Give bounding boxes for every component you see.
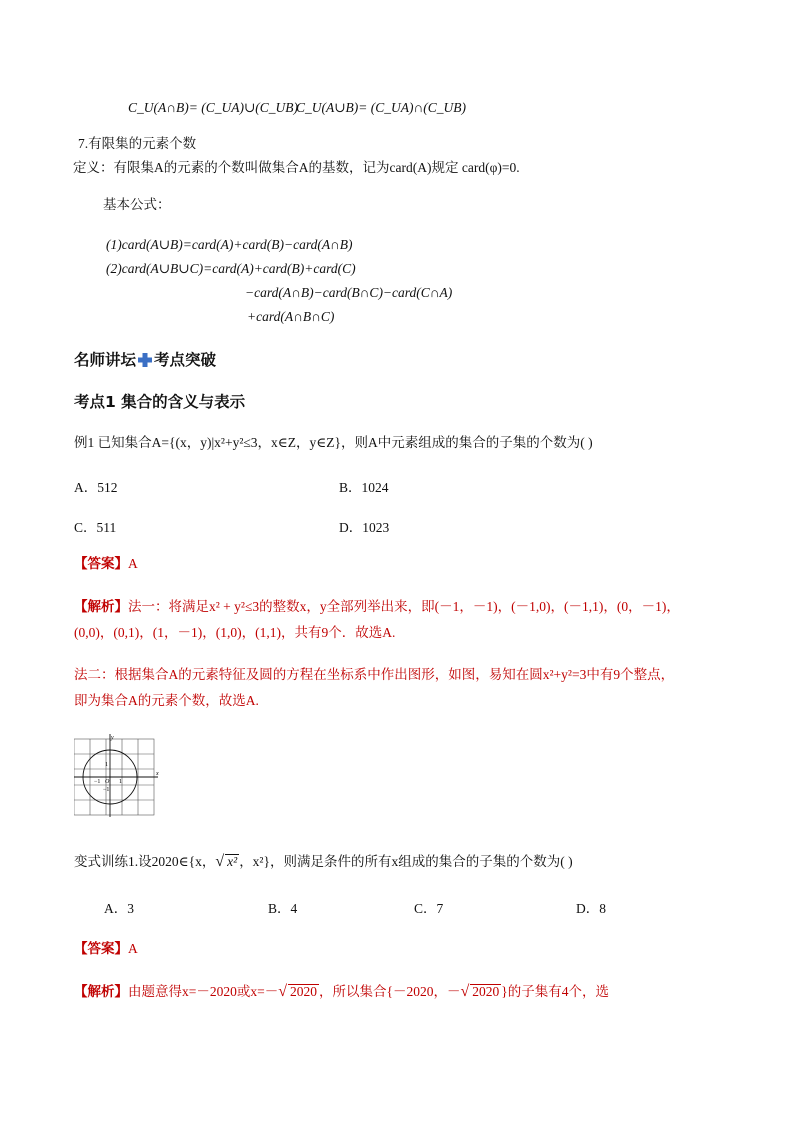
variant-analysis-a: 由题意得x=－2020或x=－: [128, 984, 279, 999]
card-formula-2-line-2: −card(A∩B)−card(B∩C)−card(C∩A): [245, 285, 453, 300]
tick-label-neg-1: −1: [103, 787, 110, 793]
de-morgan-formula-1: C_U(A∩B)= (C_UA)∪(C_UB): [128, 100, 299, 115]
analysis-tag: 【解析】: [74, 599, 128, 614]
heading-left: 名师讲坛: [74, 351, 137, 369]
card-formula-2-line-1: (2)card(A∪B∪C)=card(A)+card(B)+card(C): [106, 261, 356, 276]
de-morgan-formula-2: C_U(A∪B)= (C_UA)∩(C_UB): [296, 100, 467, 115]
example-1-analysis-line-1: [74, 598, 680, 616]
example-1-option-d: D．1023: [339, 520, 390, 535]
sqrt-symbol-1: √: [278, 983, 288, 1000]
tick-label-1-x: 1: [119, 779, 122, 785]
variant-analysis-tag: 【解析】: [74, 984, 128, 999]
variant-1-option-b: B．4: [268, 901, 298, 916]
circle-grid-figure: [74, 733, 160, 817]
analysis-text-1: 法一：将满足x² + y²≤3的整数x，y全部列举出来，即(－1，－1)，(－1,0)，(－1,1)，(0，－1)，: [128, 599, 680, 614]
variant-analysis-sqrt-1: 2020: [290, 984, 318, 999]
variant-analysis-b: ，所以集合{－2020，－: [319, 984, 461, 999]
heading-teacher-lecture: [74, 351, 216, 369]
tick-label-1: 1: [105, 762, 108, 768]
variant-answer-value: A: [128, 941, 138, 956]
answer-tag: 【答案】: [74, 556, 128, 571]
basic-formula-label: 基本公式：: [103, 197, 171, 212]
blue-cross-icon: [138, 353, 152, 367]
variant-1-option-d: D．8: [576, 901, 606, 916]
heading-point-1: 考点1 集合的含义与表示: [74, 393, 246, 411]
variant-1-question: [74, 853, 573, 871]
card-formula-2-line-3: +card(A∩B∩C): [247, 309, 335, 324]
origin-label: O: [105, 779, 110, 785]
heading-right: 考点突破: [154, 351, 217, 369]
variant-analysis-sqrt-2: 2020: [472, 984, 500, 999]
variant-analysis-c: }的子集有4个，选: [501, 984, 610, 999]
variant-question-suffix: ，x²}，则满足条件的所有x组成的集合的子集的个数为( ): [239, 854, 573, 869]
variant-1-option-c: C．7: [414, 901, 444, 916]
section-7-definition: 定义：有限集A的元素的个数叫做集合A的基数，记为card(A)规定 card(φ)=0.: [73, 160, 520, 175]
example-1-answer: [74, 555, 138, 573]
variant-1-option-a: A．3: [104, 901, 134, 916]
section-7-title: 7.有限集的元素个数: [78, 136, 197, 151]
example-1-option-c: C．511: [74, 520, 117, 535]
example-1-question: 例1 已知集合A={(x，y)|x²+y²≤3，x∈Z，y∈Z}，则A中元素组成的集合的子集的个数为( ): [74, 435, 593, 450]
variant-question-prefix: 变式训练1.设2020∈{x，: [74, 854, 216, 869]
example-1-method-2-line-1: 法二：根据集合A的元素特征及圆的方程在坐标系中作出图形，如图，易知在圆x²+y²=3中有9个整点，: [74, 667, 675, 682]
card-formula-1: (1)card(A∪B)=card(A)+card(B)−card(A∩B): [106, 237, 353, 252]
variant-answer-tag: 【答案】: [74, 941, 128, 956]
sqrt-content: x²: [227, 854, 238, 869]
y-axis-label: y: [111, 735, 114, 741]
tick-label-neg-1-x: −1: [94, 779, 101, 785]
variant-1-answer: [74, 940, 138, 958]
sqrt-symbol: √: [215, 853, 225, 870]
x-axis-label: x: [156, 771, 159, 777]
example-1-analysis-line-2: (0,0)，(0,1)，(1，－1)，(1,0)，(1,1)，共有9个．故选A.: [74, 625, 396, 640]
sqrt-symbol-2: √: [460, 983, 470, 1000]
example-1-option-a: A．512: [74, 480, 118, 495]
example-1-option-b: B．1024: [339, 480, 389, 495]
variant-1-analysis: [74, 983, 609, 1001]
answer-value: A: [128, 556, 138, 571]
example-1-method-2-line-2: 即为集合A的元素个数，故选A.: [74, 693, 259, 708]
